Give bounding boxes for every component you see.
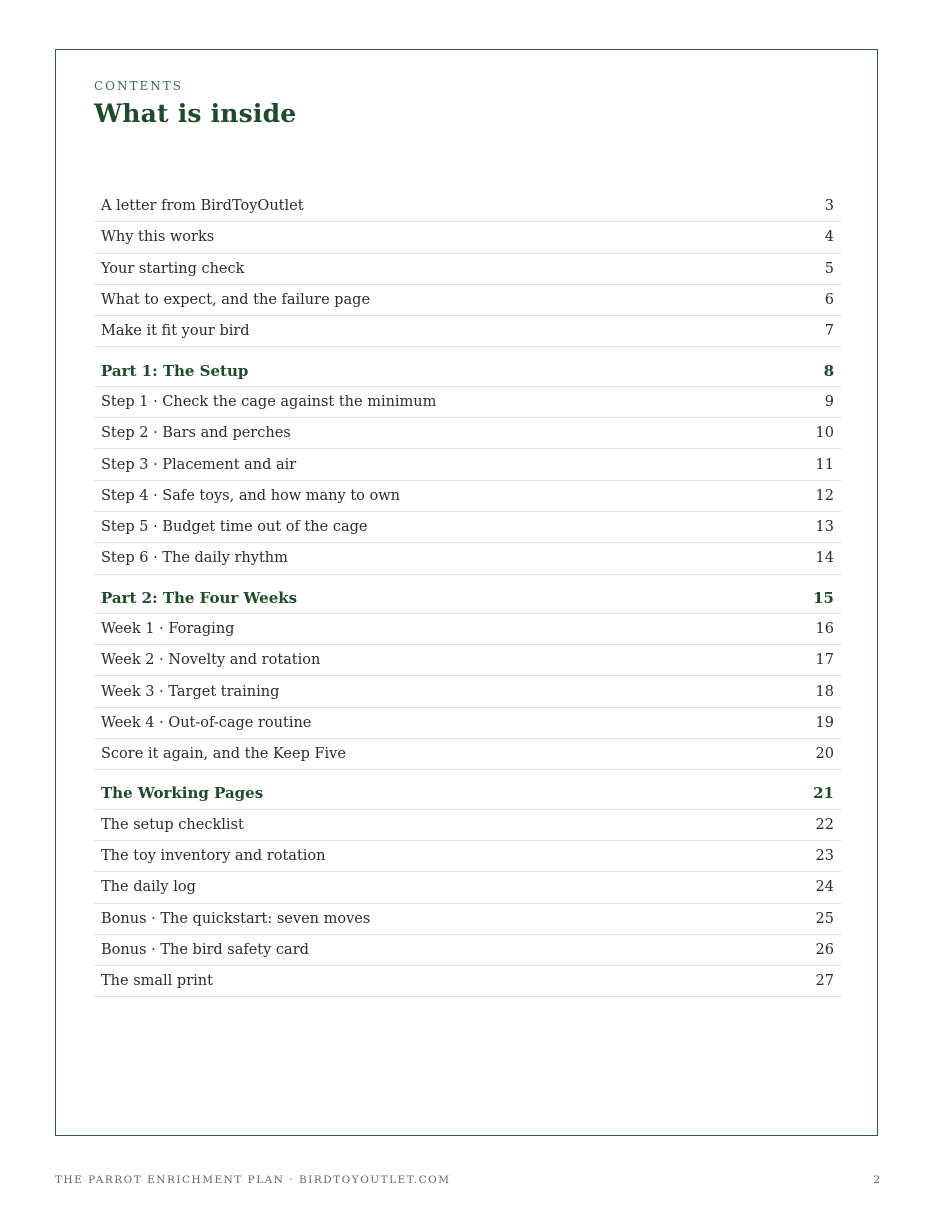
toc-entry-page-number: 25 [815, 910, 834, 927]
toc-entry-page-number: 27 [815, 973, 834, 990]
toc-entry-label: Your starting check [101, 260, 245, 277]
toc-entry [94, 543, 841, 574]
toc-entry [94, 481, 841, 512]
toc-entry [94, 614, 841, 645]
toc-entry-page-number: 7 [824, 323, 834, 340]
toc-entry-page-number: 22 [815, 816, 834, 833]
toc-entry-page-number: 6 [824, 292, 834, 309]
toc-entry [94, 872, 841, 903]
toc-part-heading [94, 770, 841, 809]
toc-entry [94, 645, 841, 676]
toc-entry [94, 708, 841, 739]
toc-entry-label: Step 1 · Check the cage against the minimum [101, 393, 437, 410]
toc-entry-label: The toy inventory and rotation [101, 848, 326, 865]
table-of-contents [94, 191, 841, 997]
toc-entry-label: The Working Pages [101, 784, 264, 803]
toc-entry-label: Week 4 · Out-of-cage routine [101, 714, 312, 731]
toc-entry-label: Week 1 · Foraging [101, 621, 235, 637]
toc-entry-page-number: 26 [815, 941, 834, 958]
toc-entry-label: Score it again, and the Keep Five [101, 746, 346, 763]
toc-entry-page-number: 11 [815, 456, 834, 473]
toc-entry-label: Week 2 · Novelty and rotation [101, 652, 321, 669]
toc-entry [94, 418, 841, 449]
section-eyebrow: CONTENTS [94, 79, 184, 93]
toc-part-heading [94, 575, 841, 614]
toc-entry-page-number: 4 [824, 229, 834, 246]
toc-entry-page-number: 18 [815, 683, 834, 700]
toc-entry-page-number: 9 [824, 393, 834, 410]
toc-entry-page-number: 8 [823, 361, 834, 380]
toc-entry-label: Step 3 · Placement and air [101, 456, 297, 473]
toc-entry [94, 191, 841, 222]
toc-entry-label: Step 2 · Bars and perches [101, 425, 291, 442]
toc-entry-label: The setup checklist [101, 816, 244, 833]
toc-entry-label: Part 2: The Four Weeks [101, 588, 298, 607]
toc-entry [94, 739, 841, 770]
page-frame [55, 49, 878, 1136]
toc-entry [94, 512, 841, 543]
toc-entry-label: Part 1: The Setup [101, 361, 249, 380]
toc-entry-page-number: 15 [813, 588, 834, 607]
toc-entry-label: Step 5 · Budget time out of the cage [101, 519, 368, 536]
toc-entry-label: Step 6 · The daily rhythm [101, 550, 288, 567]
toc-entry [94, 449, 841, 480]
toc-entry-label: Week 3 · Target training [101, 683, 280, 700]
toc-entry [94, 316, 841, 347]
toc-entry-page-number: 24 [815, 879, 834, 896]
toc-entry-page-number: 16 [815, 621, 834, 637]
toc-entry-label: The small print [101, 973, 213, 990]
toc-entry-page-number: 20 [815, 746, 834, 763]
toc-entry-label: Bonus · The quickstart: seven moves [101, 910, 371, 927]
toc-entry-label: Why this works [101, 229, 215, 246]
toc-entry-page-number: 5 [824, 260, 834, 277]
toc-entry [94, 935, 841, 966]
toc-entry [94, 222, 841, 253]
footer-title: THE PARROT ENRICHMENT PLAN · BIRDTOYOUTLET.COM [55, 1174, 451, 1186]
toc-part-heading [94, 347, 841, 386]
toc-entry-label: A letter from BirdToyOutlet [101, 198, 304, 215]
toc-entry-page-number: 19 [815, 714, 834, 731]
toc-entry-label: What to expect, and the failure page [101, 292, 371, 309]
toc-entry [94, 904, 841, 935]
toc-entry-page-number: 14 [815, 550, 834, 567]
toc-entry [94, 676, 841, 707]
toc-entry-page-number: 12 [815, 487, 834, 504]
toc-entry-label: Step 4 · Safe toys, and how many to own [101, 487, 400, 504]
toc-entry [94, 841, 841, 872]
toc-entry-label: The daily log [101, 879, 196, 896]
toc-entry-page-number: 3 [824, 198, 834, 215]
toc-entry-label: Bonus · The bird safety card [101, 941, 309, 958]
toc-entry-page-number: 13 [815, 519, 834, 536]
toc-entry-label: Make it fit your bird [101, 323, 250, 340]
toc-entry [94, 387, 841, 418]
page-title: What is inside [94, 99, 297, 128]
toc-entry-page-number: 10 [815, 425, 834, 442]
toc-entry [94, 254, 841, 285]
toc-entry [94, 810, 841, 841]
toc-entry [94, 285, 841, 316]
toc-entry-page-number: 21 [813, 784, 834, 803]
toc-entry [94, 966, 841, 997]
toc-entry-page-number: 17 [815, 652, 834, 669]
footer-page-number: 2 [873, 1174, 880, 1186]
toc-entry-page-number: 23 [815, 848, 834, 865]
